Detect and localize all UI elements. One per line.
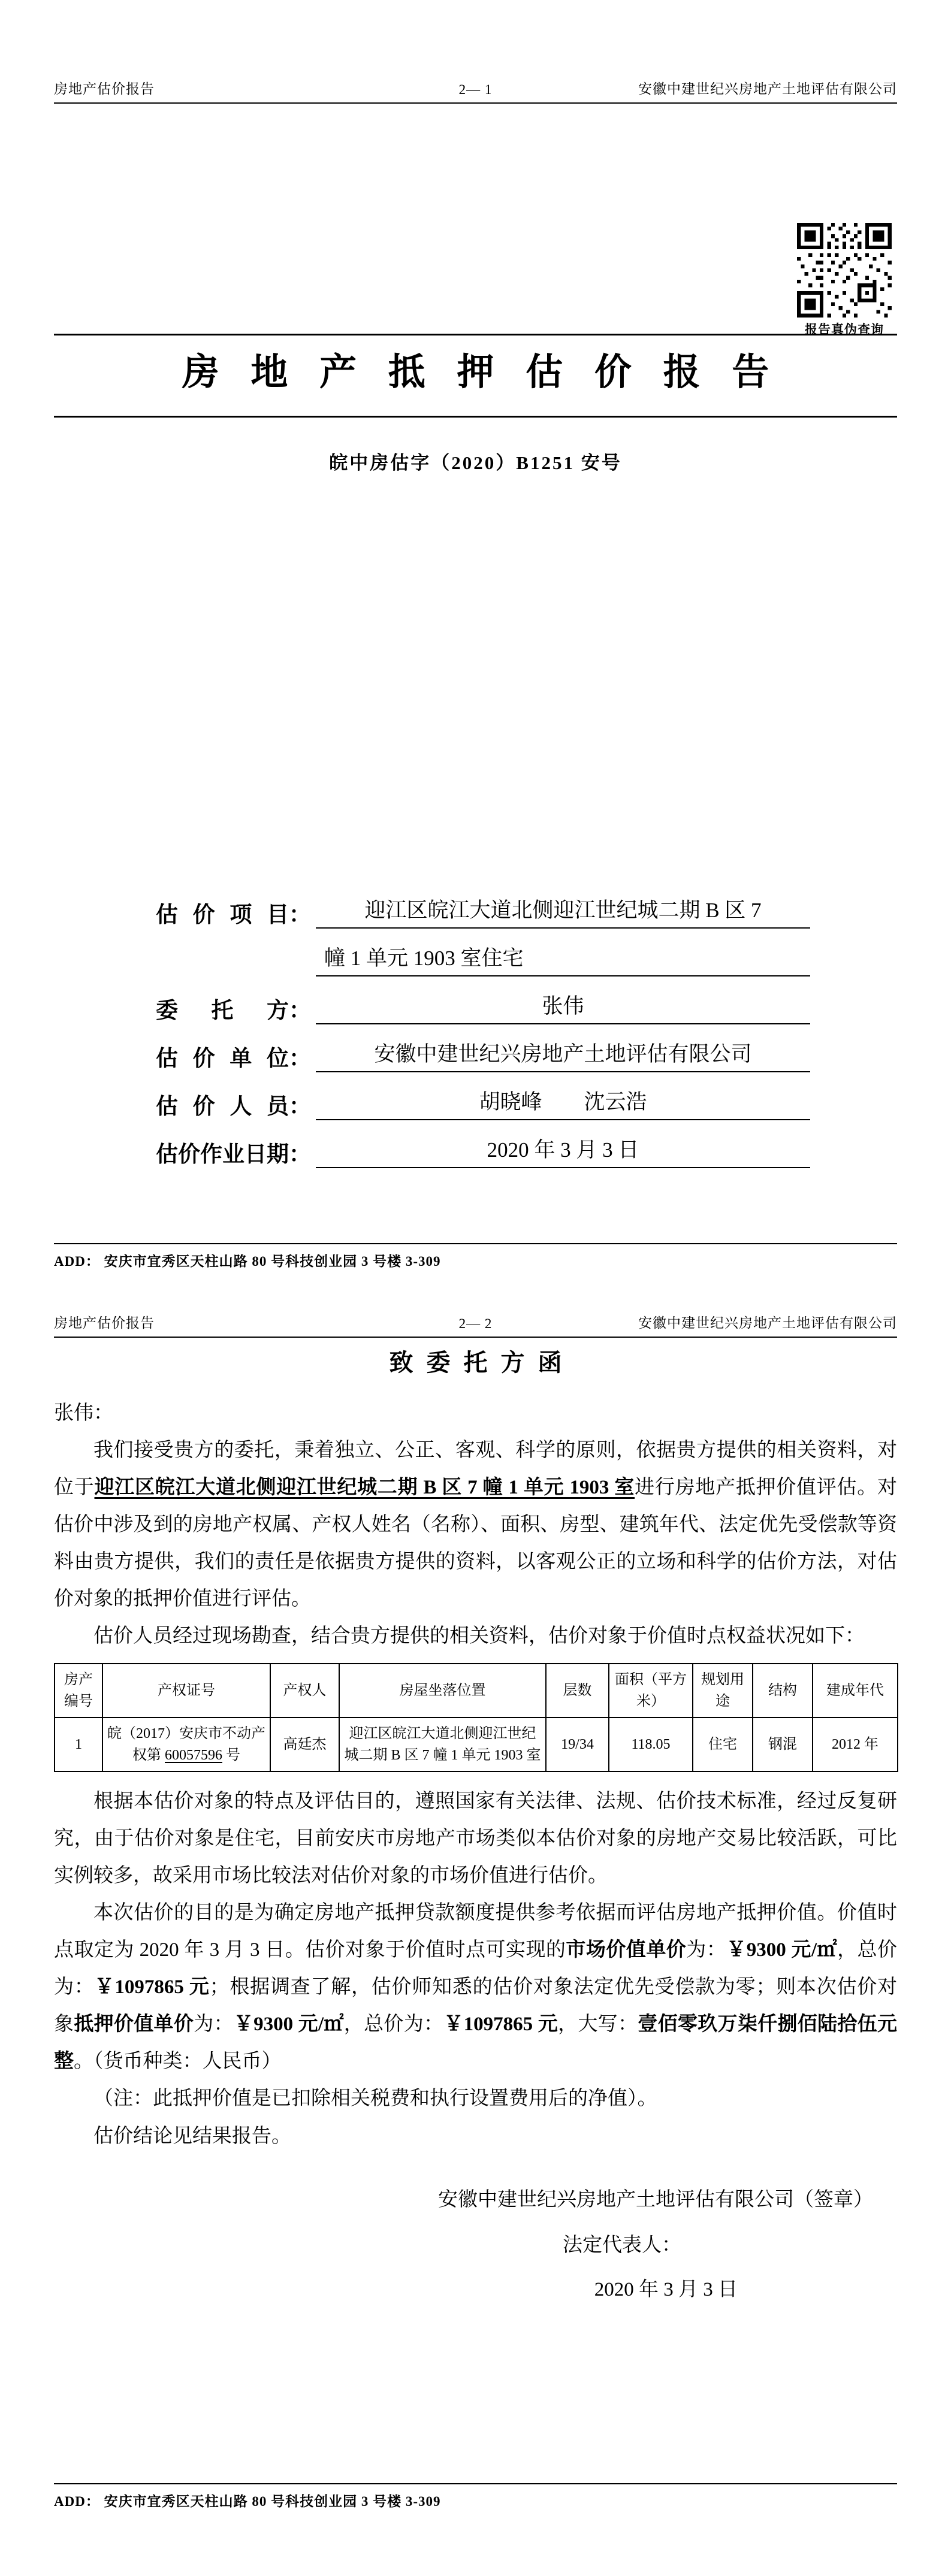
text-segment: 为： — [194, 2013, 234, 2036]
market-value-label: 市场价值单价 — [566, 1939, 687, 1961]
paragraph-valuation — [54, 1894, 897, 2080]
field-project — [156, 894, 810, 929]
header-doc-type: 房地产估价报告 — [54, 81, 155, 96]
col-structure: 结构 — [753, 1664, 813, 1718]
field-label: 估价项目 — [156, 903, 289, 928]
unit-price: ￥9300 元/㎡ — [726, 1939, 838, 1961]
amount-in-words: 壹佰零玖万柒仟捌佰陆拾伍元整 — [54, 2013, 898, 2073]
paragraph-survey: 估价人员经过现场勘查，结合贵方提供的相关资料，估价对象于价值时点权益状况如下： — [93, 1625, 865, 1647]
col-floors: 层数 — [546, 1664, 609, 1718]
field-project-line2 — [156, 942, 810, 976]
header-doc-type: 房地产估价报告 — [54, 1316, 155, 1331]
text-segment: 进行房地产抵押价值评估。对估价中涉及到的房地产权属、产权人姓名（名称）、面积、房型、建筑年代、法定优先受偿款等资料由贵方提供，我们的责任是依据贵方提供的资料，以客观公正的立场和科学的估价方法，对估价对象的抵押价值进行评估。 — [54, 1477, 898, 1610]
qr-code-icon — [797, 223, 892, 318]
doc-number: 皖中房估字（2020）B1251 安号 — [329, 452, 622, 474]
cell-structure: 钢混 — [753, 1718, 813, 1771]
text-segment: 皖（2017）安庆市不动产权第 — [107, 1726, 265, 1764]
field-appraisers — [156, 1086, 810, 1120]
col-cert-no: 产权证号 — [102, 1664, 270, 1718]
header-company-name: 安徽中建世纪兴房地产土地评估有限公司 — [638, 81, 897, 96]
cell-location: 迎江区皖江大道北侧迎江世纪城二期 B 区 7 幢 1 单元 1903 室 — [339, 1718, 546, 1771]
cell-cert-no — [102, 1718, 270, 1771]
footer-address: ADD： 安庆市宜秀区天柱山路 80 号科技创业园 3 号楼 3-309 — [54, 1243, 897, 1270]
col-owner: 产权人 — [270, 1664, 339, 1718]
field-value: 安徽中建世纪兴房地产土地评估有限公司 — [316, 1038, 810, 1072]
col-area: 面积（平方米） — [609, 1664, 693, 1718]
table-row — [55, 1718, 898, 1771]
text-segment: ；根据调查了解，估价师知悉的估价对象法定优先受偿款为零；则本次估价对象 — [54, 1976, 898, 2036]
paragraph-conclusion: 估价结论见结果报告。 — [93, 2125, 291, 2147]
field-work-date — [156, 1133, 810, 1168]
mortgage-total-price: ￥1097865 元 — [443, 2013, 558, 2036]
signature-company: 安徽中建世纪兴房地产土地评估有限公司（签章） — [438, 2188, 873, 2211]
col-use: 规划用途 — [693, 1664, 753, 1718]
header-page-number: 2— 1 — [458, 82, 493, 97]
field-colon: ： — [289, 1095, 311, 1120]
paragraph-note: （注：此抵押价值是已扣除相关税费和执行设置费用后的净值）。 — [93, 2088, 657, 2110]
field-value: 迎江区皖江大道北侧迎江世纪城二期 B 区 7 — [316, 894, 810, 929]
cell-use: 住宅 — [693, 1718, 753, 1771]
field-value: 幢 1 单元 1903 室住宅 — [316, 942, 810, 976]
field-colon: ： — [289, 1047, 311, 1072]
field-value: 胡晓峰 沈云浩 — [316, 1086, 810, 1120]
field-client — [156, 990, 810, 1024]
total-price: ￥1097865 元 — [94, 1976, 210, 1998]
text-segment: ，大写： — [558, 2013, 638, 2036]
text-segment: 本次估价的目的是为确定房地产抵押贷款额度提供参考依据而评估房地产抵押价值。价值时点取定为 2020 年 3 月 3 日。估价对象于价值时点可实现的 — [54, 1902, 897, 1961]
paragraph-method: 根据本估价对象的特点及评估目的，遵照国家有关法律、法规、估价技术标准，经过反复研究，由于估价对象是住宅，目前安庆市房地产市场类似本估价对象的房地产交易比较活跃，可比实例较多，故采用市场比较法对估价对象的市场价值进行估价。 — [54, 1791, 897, 1887]
field-label: 委托方 — [156, 999, 289, 1024]
text-segment: 号 — [222, 1747, 240, 1764]
text-segment: 。（货币种类：人民币） — [74, 2051, 282, 2073]
mortgage-value-label: 抵押价值单价 — [74, 2013, 194, 2036]
cover-form — [156, 894, 810, 1181]
cell-year: 2012 年 — [813, 1718, 898, 1771]
cert-number: 60057596 — [165, 1747, 222, 1764]
qr-caption: 报告真伪查询 — [805, 322, 884, 337]
field-label: 估价单位 — [156, 1047, 289, 1072]
report-title-block — [54, 334, 897, 418]
field-value: 张伟 — [316, 990, 810, 1024]
col-property-no: 房产编号 — [55, 1664, 102, 1718]
footer-address: ADD： 安庆市宜秀区天柱山路 80 号科技创业园 3 号楼 3-309 — [54, 2483, 897, 2510]
header-page-number: 2— 2 — [458, 1316, 493, 1331]
text-segment: ，总价为： — [343, 2013, 444, 2036]
field-colon: ： — [289, 1142, 311, 1168]
field-colon: ： — [289, 999, 311, 1024]
page-header — [54, 78, 897, 104]
col-year: 建成年代 — [813, 1664, 898, 1718]
field-label: 估价人员 — [156, 1095, 289, 1120]
cell-area: 118.05 — [609, 1718, 693, 1771]
mortgage-unit-price: ￥9300 元/㎡ — [233, 2013, 344, 2036]
cell-property-no: 1 — [55, 1718, 102, 1771]
page-header — [54, 1312, 897, 1338]
text-segment: 为： — [686, 1939, 727, 1961]
appraisal-table — [54, 1663, 898, 1772]
field-colon: ： — [289, 903, 311, 928]
letter-title: 致委托方函 — [389, 1349, 575, 1376]
qr-block — [793, 223, 896, 338]
header-company-name: 安徽中建世纪兴房地产土地评估有限公司 — [638, 1316, 897, 1331]
cell-floors: 19/34 — [546, 1718, 609, 1771]
col-location: 房屋坐落位置 — [339, 1664, 546, 1718]
report-title: 房地产抵押估价报告 — [182, 352, 801, 393]
table-header-row — [55, 1664, 898, 1718]
property-reference: 迎江区皖江大道北侧迎江世纪城二期 B 区 7 幢 1 单元 1903 室 — [94, 1477, 635, 1499]
field-agency — [156, 1038, 810, 1072]
salutation: 张伟： — [54, 1402, 113, 1424]
text-segment: ，总价为： — [54, 1939, 898, 1998]
field-value: 2020 年 3 月 3 日 — [316, 1133, 810, 1168]
legal-representative-label: 法定代表人： — [563, 2234, 681, 2256]
cell-owner: 高廷杰 — [270, 1718, 339, 1771]
page-2-letter — [0, 1288, 951, 2576]
text-segment: 我们接受贵方的委托，秉着独立、公正、客观、科学的原则，依据贵方提供的相关资料，对位于 — [54, 1440, 897, 1499]
paragraph-commission — [54, 1432, 897, 1617]
signature-date: 2020 年 3 月 3 日 — [594, 2278, 738, 2300]
field-label: 估价作业日期 — [156, 1142, 289, 1168]
